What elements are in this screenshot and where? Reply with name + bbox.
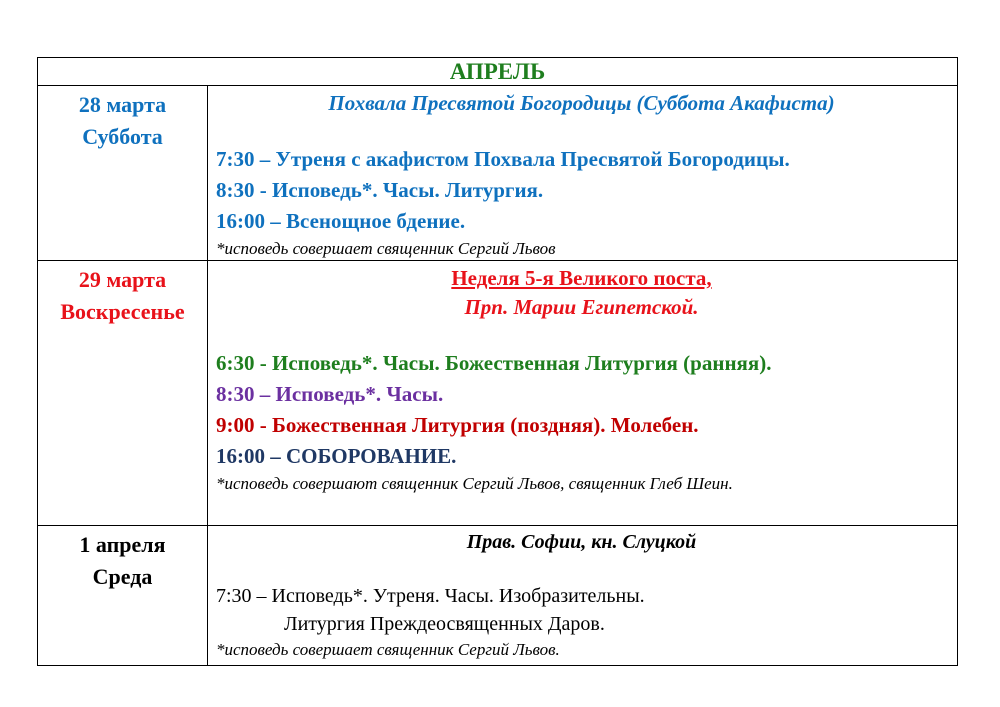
date-line: 29 марта: [78, 267, 167, 292]
month-header: АПРЕЛЬ: [38, 58, 957, 86]
table-row-wednesday: [38, 526, 957, 665]
service-line: 7:30 – Исповедь*. Утреня. Часы. Изобразительны.: [216, 585, 645, 607]
service-line: Литургия Преждеосвященных Даров.: [284, 613, 605, 635]
service-line: 8:30 - Исповедь*. Часы. Литургия.: [216, 178, 544, 202]
weekday-line: Воскресенье: [60, 299, 185, 324]
date-line: 28 марта: [78, 92, 167, 117]
content-cell-wednesday: [208, 526, 957, 665]
date-cell-sunday: [38, 261, 208, 525]
date-line: 1 апреля: [79, 532, 166, 557]
service-line: 16:00 – СОБОРОВАНИЕ.: [216, 444, 457, 468]
spacer: [216, 118, 947, 144]
table-row-sunday: [38, 261, 957, 526]
content-cell-sunday: [208, 261, 957, 525]
service-line: 7:30 – Утреня с акафистом Похвала Пресвятой Богородицы.: [216, 147, 790, 171]
spacer: [216, 322, 947, 348]
feast-heading: Неделя 5-я Великого поста,: [451, 266, 712, 290]
service-line: 9:00 - Божественная Литургия (поздняя). Молебен.: [216, 413, 699, 437]
service-line: 8:30 – Исповедь*. Часы.: [216, 382, 444, 406]
confession-footnote: *исповедь совершают священник Сергий Львов, священник Глеб Шеин.: [216, 474, 733, 493]
confession-footnote: *исповедь совершает священник Сергий Львов.: [216, 640, 560, 659]
schedule-table: [37, 57, 958, 666]
service-line: 6:30 - Исповедь*. Часы. Божественная Литургия (ранняя).: [216, 351, 772, 375]
spacer: [216, 556, 947, 582]
weekday-line: Среда: [92, 564, 153, 589]
feast-heading: Прав. Софии, кн. Слуцкой: [466, 531, 697, 553]
confession-footnote: *исповедь совершает священник Сергий Львов: [216, 239, 556, 258]
date-cell-wednesday: [38, 526, 208, 665]
feast-subheading: Прп. Марии Египетской.: [464, 295, 699, 319]
date-cell-saturday: [38, 86, 208, 260]
weekday-line: Суббота: [82, 124, 163, 149]
service-line: 16:00 – Всенощное бдение.: [216, 209, 466, 233]
feast-heading: Похвала Пресвятой Богородицы (Суббота Акафиста): [328, 91, 835, 115]
content-cell-saturday: [208, 86, 957, 260]
table-row-saturday: [38, 86, 957, 261]
